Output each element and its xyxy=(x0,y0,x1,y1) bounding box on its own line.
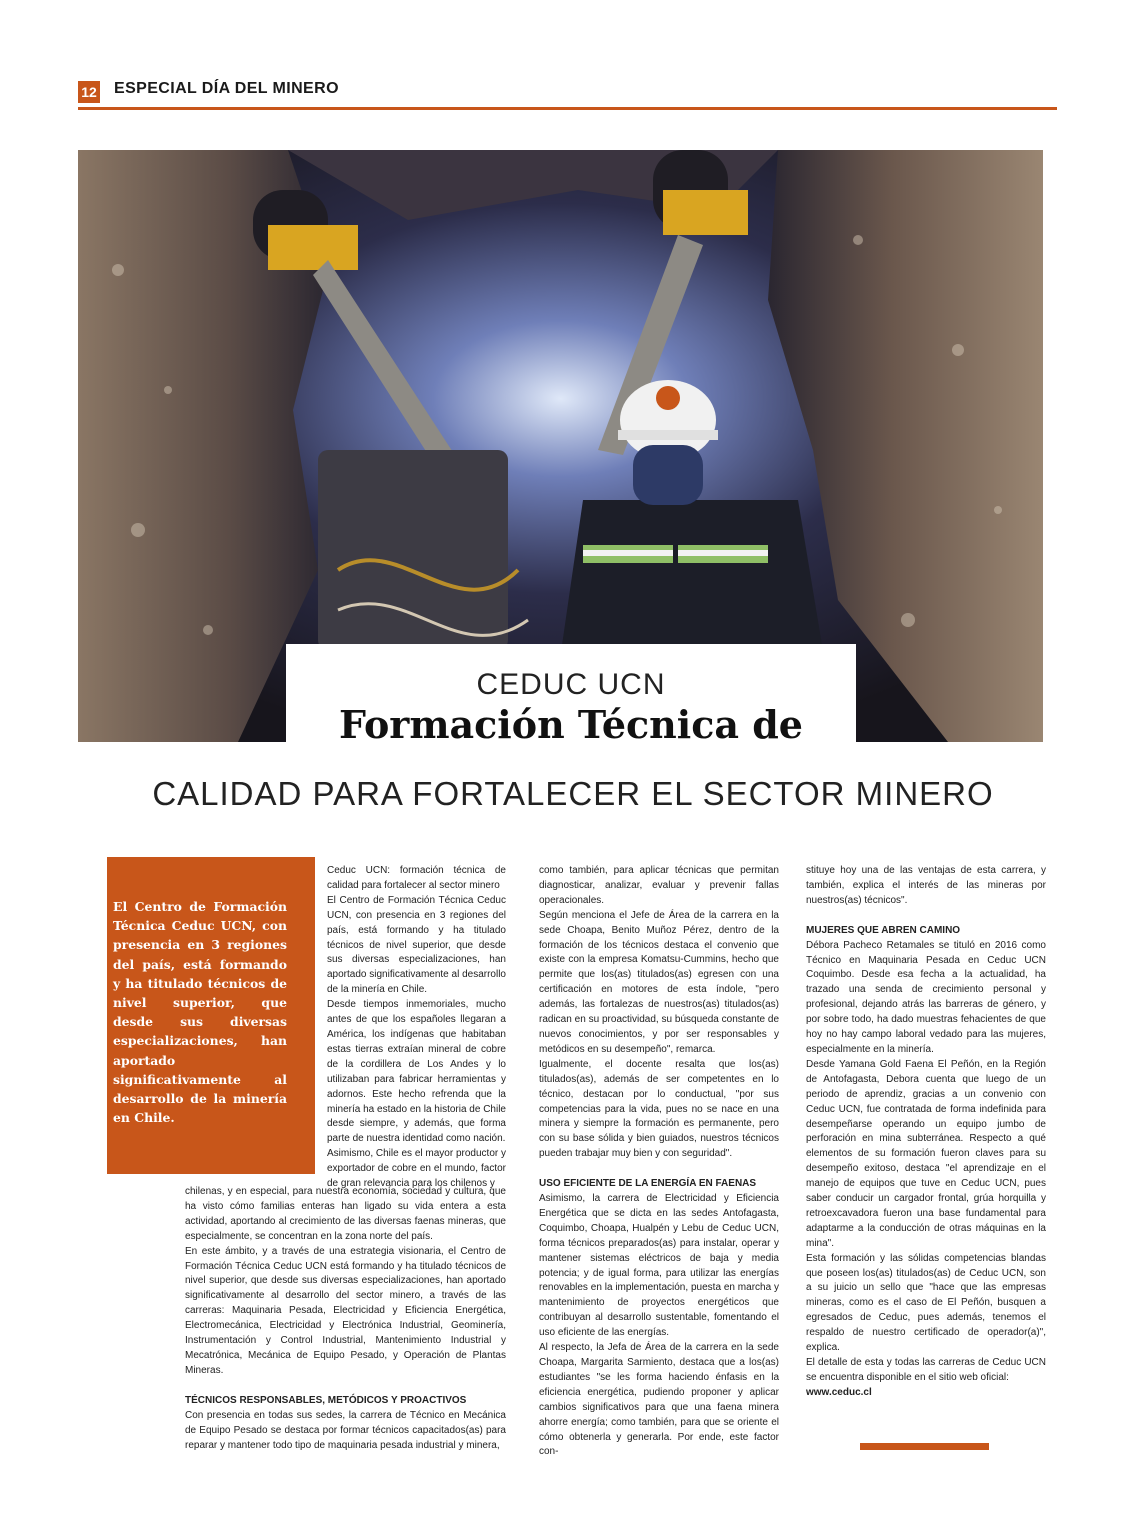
paragraph: Asimismo, Chile es el mayor productor y exportador de cobre en el mundo, factor de gran relevancia para los chilenos y xyxy=(327,1148,506,1190)
paragraph: Igualmente, el docente resalta que los(as) titulados(as), además de ser competentes en lo técnico, destacan por lo conductual, "por sus competencias para la vida, pues no se nace en una minera y siempre la formación es permanente, pero con su base sólida y bien guiados, nuestros técnicos pueden trabajar muy bien y con seguridad". xyxy=(539,1058,779,1160)
section-title: ESPECIAL DÍA DEL MINERO xyxy=(114,80,339,97)
paragraph: chilenas, y en especial, para nuestra economía, sociedad y cultura, que ha visto cómo familias enteras han ligado su vida entera a esta actividad, aportando al crecimiento de las diversas faenas mineras, que especialmente, se concentran en la zona norte del país. xyxy=(185,1186,506,1242)
column-1-top xyxy=(327,864,506,1192)
paragraph: Esta formación y las sólidas competencias blandas que poseen los(as) titulados(as) de Ceduc UCN, son a su juicio un sello que "hace que las empresas mineras, como es el caso de El Peñón, busquen a egresados de Ceduc, pues además, tenemos el respaldo de nuestro certificado de operador(a)", explica. xyxy=(806,1252,1046,1354)
subheading-tecnicos: TÉCNICOS RESPONSABLES, METÓDICOS Y PROACTIVOS xyxy=(185,1394,467,1406)
subheading-mujeres: MUJERES QUE ABREN CAMINO xyxy=(806,924,961,936)
paragraph: El Centro de Formación Técnica Ceduc UCN, con presencia en 3 regiones del país, está formando y ha titulado técnicos de nivel superior, que desde sus diversas especializaciones, han aportado significativamente al desarrollo de la minería en Chile. xyxy=(327,894,506,996)
paragraph: Débora Pacheco Retamales se tituló en 2016 como Técnico en Maquinaria Pesada en Ceduc UCN Coquimbo. Desde esa fecha a la actualidad, ha trazado una senda de crecimiento personal y profesional, dejando atrás las barreras de género, y por sobre todo, ha dado muestras fehacientes de que hoy no hay campo laboral vedado para las mujeres, especialmente en la minería. xyxy=(806,939,1046,1055)
paragraph: Según menciona el Jefe de Área de la carrera en la sede Choapa, Benito Muñoz Pérez, dentro de la formación de los técnicos destaca el convenio que existe con la empresa Komatsu-Cummins, hecho que permite que los(as) titulados(as) egresen con una certificación en motores de esta índole, "pero además, las fortalezas de nuestros(as) titulados(as) radican en su proactividad, su búsqueda constante de nuevos conocimientos, y por ser responsables y metódicos en su desempeño", remarca. xyxy=(539,909,779,1055)
lead-box xyxy=(107,857,315,1174)
paragraph: El detalle de esta y todas las carreras de Ceduc UCN se encuentra disponible en el sitio web oficial: xyxy=(806,1357,1046,1383)
paragraph: Desde tiempos inmemoriales, mucho antes de que los españoles llegaran a América, los indígenas que habitaban estas tierras extraían mineral de cobre de la cordillera de Los Andes y lo utilizaban para fabricar herramientas y adornos. Este hecho refrenda que la minería ha estado en la historia de Chile desde siempre, y además, que forma parte de nuestra identidad como nación. xyxy=(327,999,506,1145)
paragraph: Ceduc UCN: formación técnica de calidad para fortalecer al sector minero xyxy=(327,865,506,891)
column-2 xyxy=(539,864,779,1460)
column-3 xyxy=(806,864,1046,1401)
paragraph: Al respecto, la Jefa de Área de la carrera en la sede Choapa, Margarita Sarmiento, destaca que a los(as) estudiantes "se les forma haciendo énfasis en la eficiencia energética, pudiendo proponer y aplicar cambios significativos para que una faena minera ahorre energía; como también, para que se oriente el cómo obtenerla y generarla. Por ende, este factor con- xyxy=(539,1342,779,1458)
subheadline: CALIDAD PARA FORTALECER EL SECTOR MINERO xyxy=(152,775,994,812)
page-number: 12 xyxy=(78,81,100,103)
title-box xyxy=(286,644,856,747)
title-kicker: CEDUC UCN xyxy=(476,668,666,701)
paragraph: En este ámbito, y a través de una estrategia visionaria, el Centro de Formación Técnica Ceduc UCN está formando y ha titulado técnicos de nivel superior, que desde sus diversas especializaciones, han aportado significativamente al desarrollo del sector minero, a través de las carreras: Maquinaria Pesada, Electricidad y Eficiencia Energética, Electromecánica, Electricidad y Electrónica Industrial, Geominería, Instrumentación y Control Industrial, Mantenimiento Industrial y Mecatrónica, Mecánica de Equipo Pesado, y Operación de Plantas Mineras. xyxy=(185,1245,506,1376)
paragraph: como también, para aplicar técnicas que permitan diagnosticar, analizar, evaluar y prevenir fallas operacionales. xyxy=(539,865,779,906)
website-link[interactable]: www.ceduc.cl xyxy=(806,1386,872,1398)
drill-rig-body xyxy=(318,450,528,650)
subheading-energia: USO EFICIENTE DE LA ENERGÍA EN FAENAS xyxy=(539,1178,757,1190)
paragraph: Con presencia en todas sus sedes, la carrera de Técnico en Mecánica de Equipo Pesado se destaca por formar técnicos capacitados(as) para reparar y mantener todo tipo de maquinaria pesada industrial y minera, xyxy=(185,1409,506,1451)
paragraph: stituye hoy una de las ventajas de esta carrera, y también, explica el interés de las mineras por nuestros(as) técnicos". xyxy=(806,865,1046,906)
paragraph: Asimismo, la carrera de Electricidad y Eficiencia Energética que se dicta en las sedes Antofagasta, Coquimbo, Choapa, Hualpén y Lebu de Ceduc UCN, forma técnicos preparados(as) para instalar, operar y mantener sistemas eléctricos de baja y media potencia; y de igual forma, para utilizar las energías renovables en la implementación, puesta en marcha y mantenimiento de proyectos energéticos que contribuyan al desarrollo sustentable, fomentando el uso eficiente de las energías. xyxy=(539,1193,779,1339)
headline: Formación Técnica de xyxy=(339,702,803,747)
lead-text: El Centro de Formación Técnica Ceduc UCN, con presencia en 3 regiones del país, está formando y ha titulado técnicos de nivel superior, que desde sus diversas especializaciones, han aportado significativamente al desarrollo de la minería en Chile. xyxy=(113,899,287,1126)
column-1-bottom xyxy=(185,1185,506,1453)
paragraph: Desde Yamana Gold Faena El Peñón, en la Región de Antofagasta, Debora cuenta que luego de un periodo de aprendiz, gracias a un convenio con Ceduc UCN, fue contratada de forma indefinida para desempeñarse operando un equipo jumbo de perforación en mina subterránea. Respecto a qué elementos de su formación fueron claves para su desempeño exitoso, destaca "el aprendizaje en el manejo de equipos que tuve en Ceduc UCN, pues saber conducir un cargador frontal, grúa horquilla y retroexcavadora fueron una base fundamental para adaptarme a la conducción de otras máquinas en la mina". xyxy=(806,1058,1046,1249)
page-header xyxy=(78,79,1057,110)
end-bar xyxy=(860,1443,989,1450)
